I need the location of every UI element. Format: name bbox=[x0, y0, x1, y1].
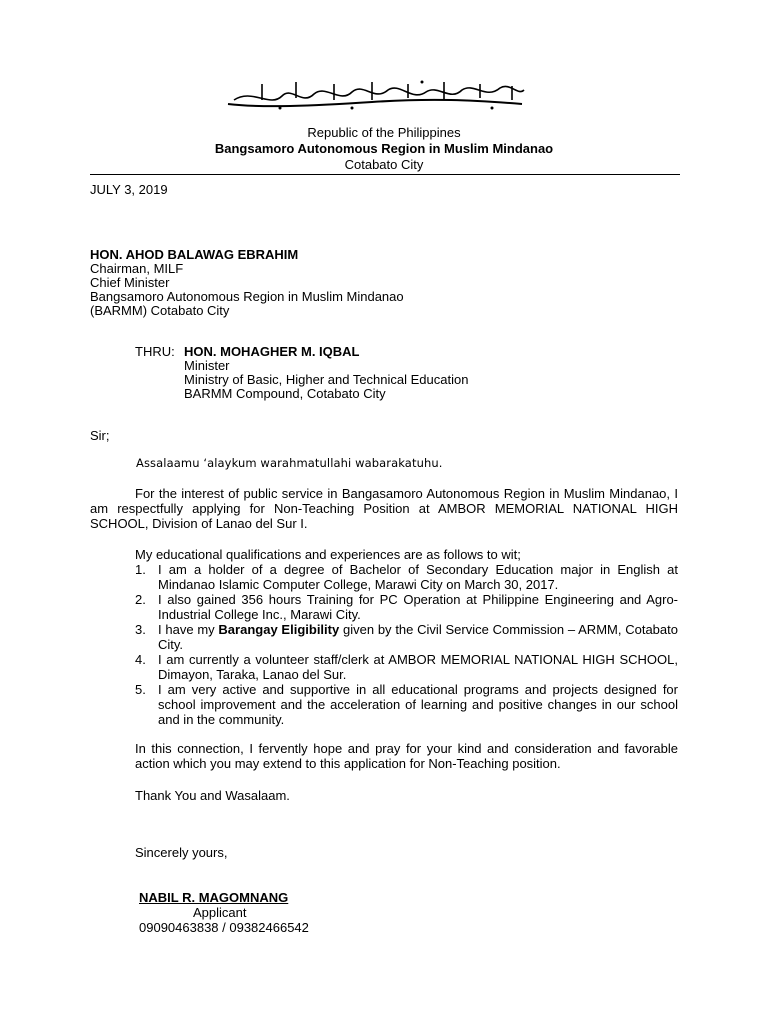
list-item-number: 3. bbox=[135, 622, 146, 637]
signatory-role: Applicant bbox=[193, 905, 247, 920]
list-item-number: 5. bbox=[135, 682, 146, 697]
qualifications-list bbox=[135, 562, 678, 727]
body-paragraph-1: For the interest of public service in Bangasamoro Autonomous Region in Muslim Mindanao, I am respectfully applying for Non-Teaching Position at AMBOR MEMORIAL NATIONAL HIGH SCHOOL, Division of Lanao del Sur I. bbox=[90, 486, 678, 531]
greeting: Sir; bbox=[90, 428, 110, 443]
body-paragraph-3: In this connection, I fervently hope and pray for your kind and consideration and favorable action which you may extend to this application for Non-Teaching position. bbox=[135, 741, 678, 771]
list-item-text-post: given by the Civil Service Commission – ARMM, Cotabato City. bbox=[158, 622, 678, 652]
list-item-text: I am very active and supportive in all educational programs and projects designed for school improvement and the acceleration of learning and positive changes in our school and in the community. bbox=[158, 682, 678, 727]
addressee-line: Chief Minister bbox=[90, 275, 170, 290]
list-item-text: I am a holder of a degree of Bachelor of Secondary Education major in English at Mindanao Islamic Computer College, Marawi City on March 30, 2017. bbox=[158, 562, 678, 592]
addressee-line: Bangsamoro Autonomous Region in Muslim Mindanao bbox=[90, 289, 404, 304]
addressee-block bbox=[90, 248, 404, 318]
letter-body bbox=[90, 486, 678, 803]
basmala-text bbox=[530, 78, 531, 79]
list-item-text: I am currently a volunteer staff/clerk at AMBOR MEMORIAL NATIONAL HIGH SCHOOL, Dimayon, Taraka, Lanao del Sur. bbox=[158, 652, 678, 682]
list-item bbox=[135, 652, 678, 682]
header-divider bbox=[90, 174, 680, 175]
list-item bbox=[135, 562, 678, 592]
header-city: Cotabato City bbox=[344, 157, 424, 172]
thru-line: Ministry of Basic, Higher and Technical Education bbox=[184, 372, 469, 387]
body-paragraph-2: My educational qualifications and experiences are as follows to wit; bbox=[135, 547, 521, 562]
addressee-line: Chairman, MILF bbox=[90, 261, 184, 276]
list-item-number: 2. bbox=[135, 592, 146, 607]
header-republic: Republic of the Philippines bbox=[307, 125, 461, 140]
addressee-line: (BARMM) Cotabato City bbox=[90, 303, 230, 318]
thru-block bbox=[184, 345, 468, 401]
thru-name: HON. MOHAGHER M. IQBAL bbox=[184, 344, 360, 359]
list-item bbox=[135, 592, 678, 622]
addressee-name: HON. AHOD BALAWAG EBRAHIM bbox=[90, 247, 299, 262]
signatory-phone: 09090463838 / 09382466542 bbox=[139, 920, 309, 935]
body-paragraph-4: Thank You and Wasalaam. bbox=[135, 788, 290, 803]
header-region: Bangsamoro Autonomous Region in Muslim Mindanao bbox=[214, 141, 554, 156]
list-item bbox=[135, 622, 678, 652]
thru-line: BARMM Compound, Cotabato City bbox=[184, 386, 386, 401]
list-item-number: 1. bbox=[135, 562, 146, 577]
list-item-bold: Barangay Eligibility bbox=[218, 622, 340, 637]
list-item-text: I have my bbox=[158, 622, 219, 637]
closing: Sincerely yours, bbox=[135, 845, 228, 860]
thru-line: Minister bbox=[184, 358, 230, 373]
list-item-text: I also gained 356 hours Training for PC Operation at Philippine Engineering and Agro-Industrial College Inc., Marawi City. bbox=[158, 592, 678, 622]
thru-label: THRU: bbox=[135, 344, 175, 359]
list-item bbox=[135, 682, 678, 727]
basmala-calligraphy bbox=[222, 78, 530, 112]
letter-date: JULY 3, 2019 bbox=[90, 182, 168, 197]
signatory-name: NABIL R. MAGOMNANG bbox=[139, 890, 289, 905]
list-item-number: 4. bbox=[135, 652, 146, 667]
salutation: Assalaamu ‘alaykum warahmatullahi wabarakatuhu. bbox=[136, 456, 443, 470]
basmala-calligraphy-svg bbox=[222, 78, 530, 112]
